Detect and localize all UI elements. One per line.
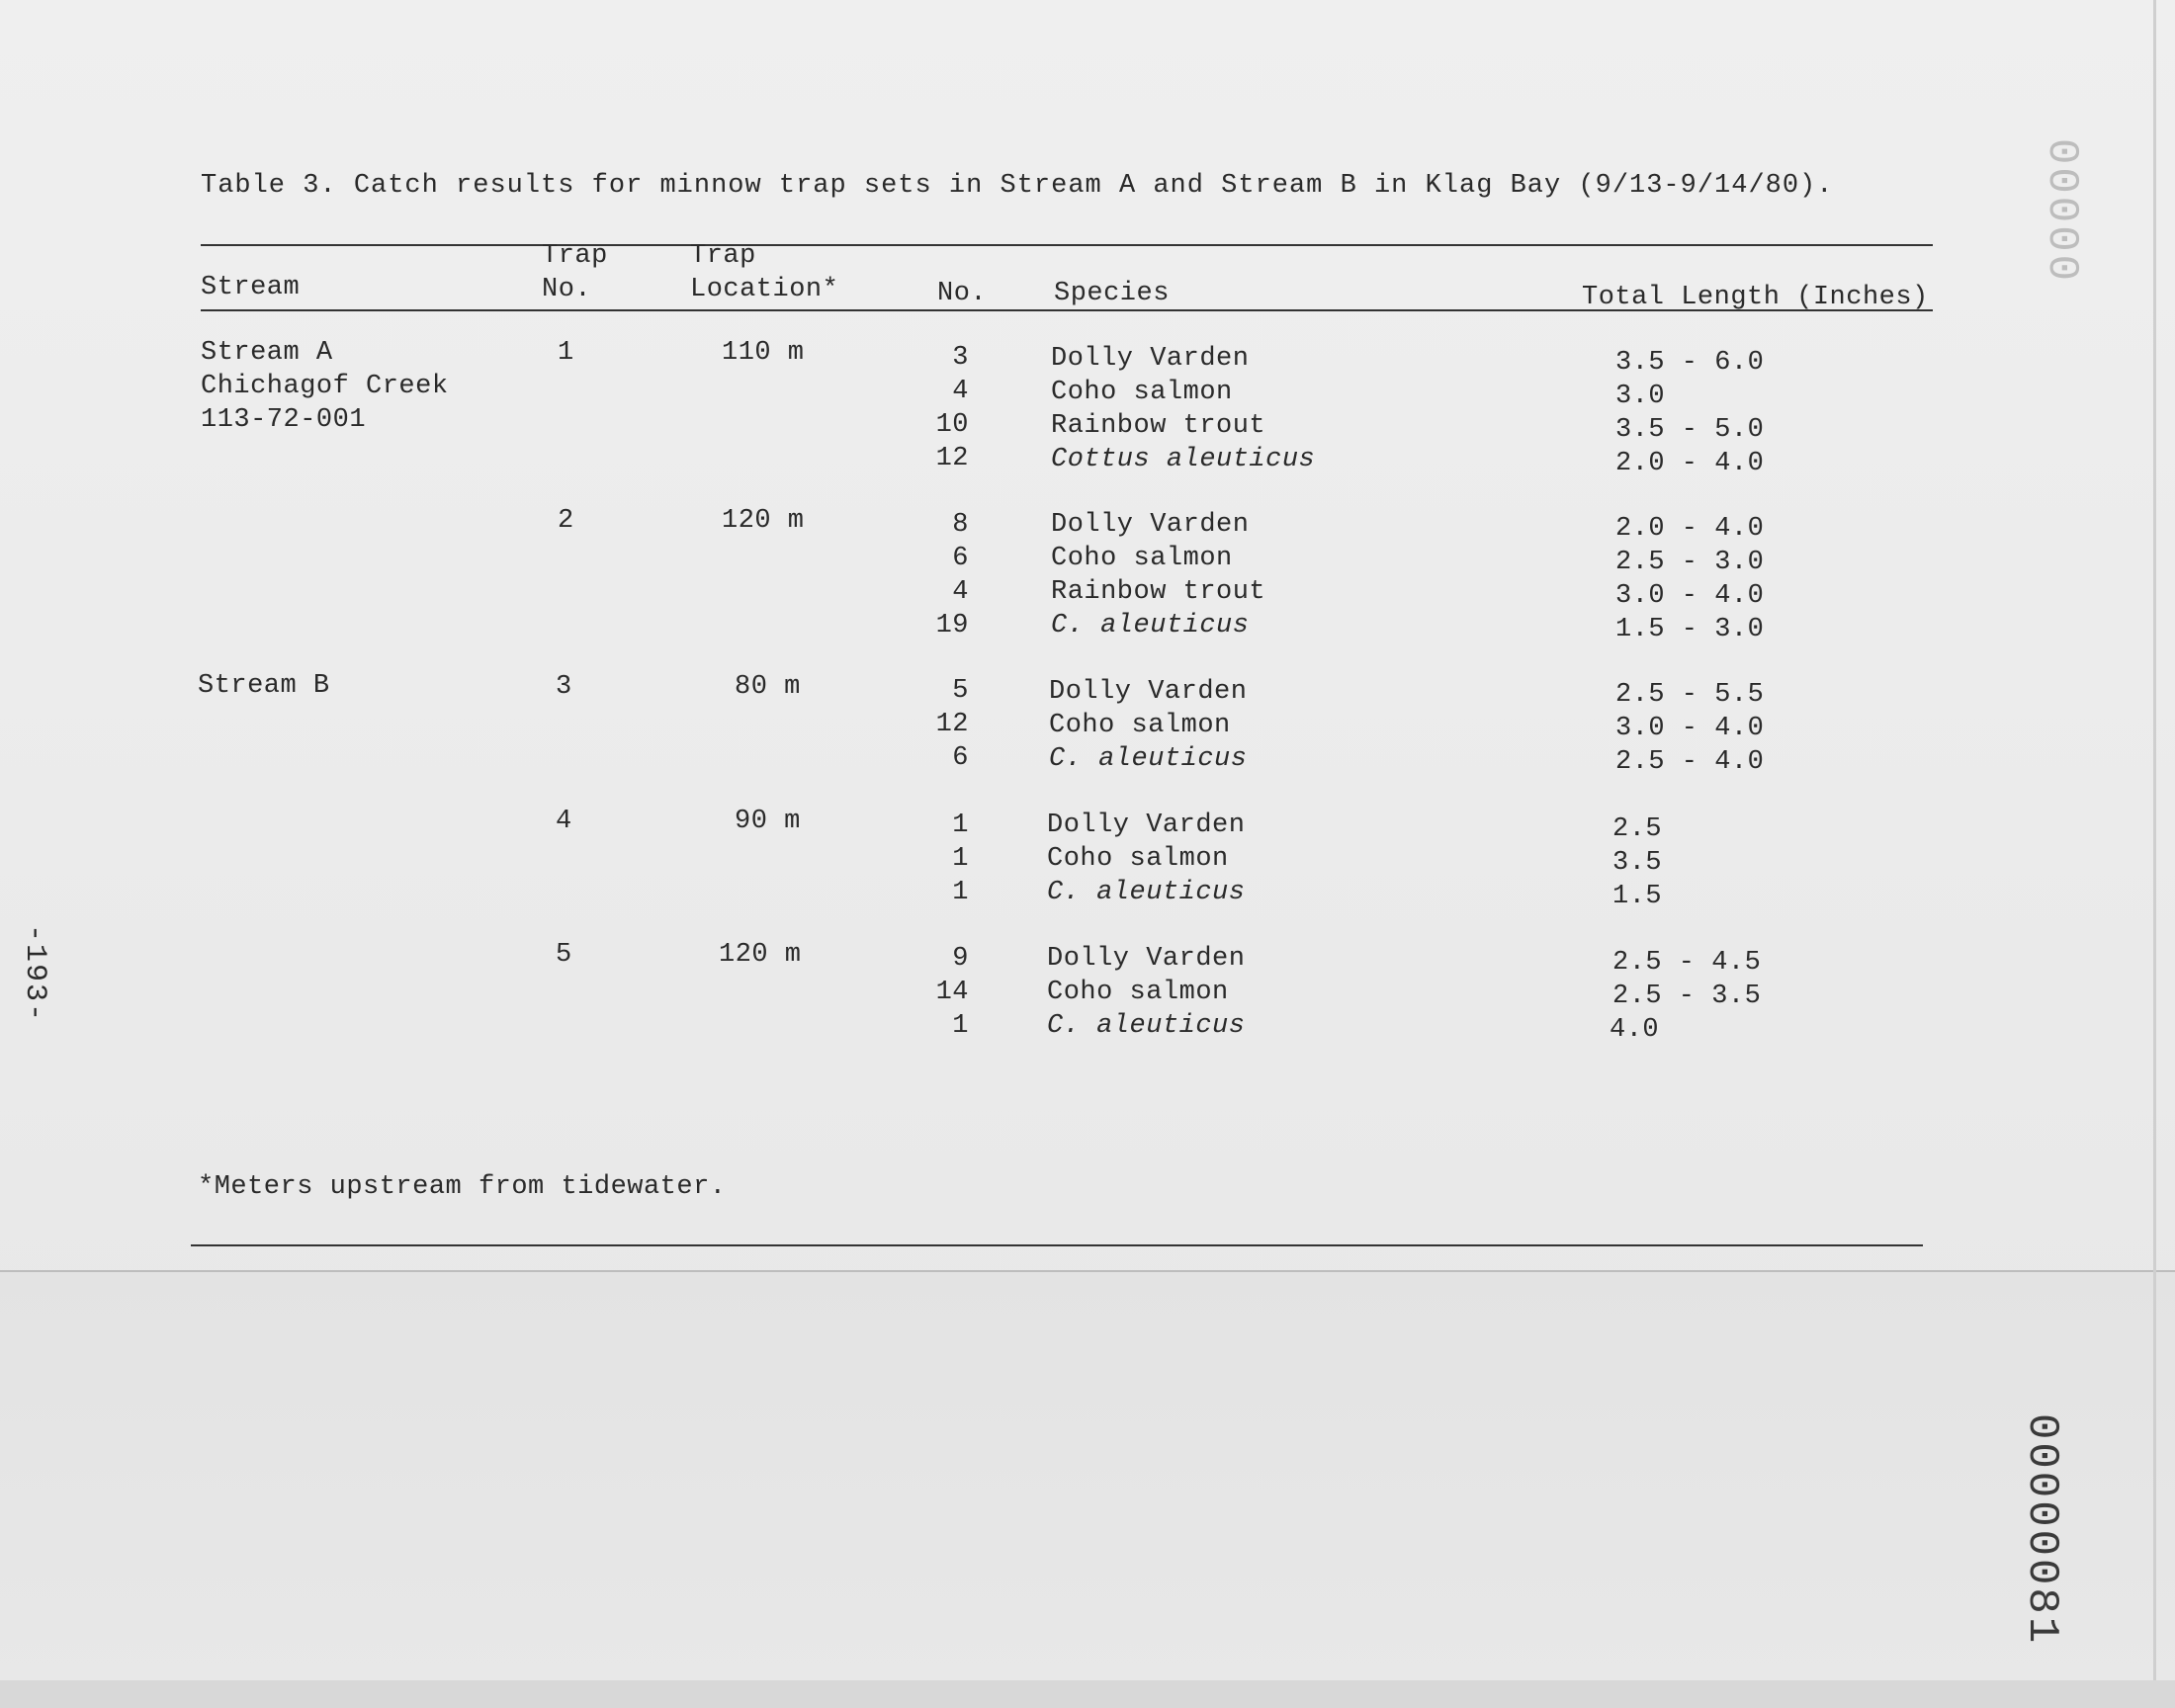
catch-species: Coho salmon	[1051, 378, 1233, 407]
document-id: 00000081	[2017, 1413, 2066, 1647]
header-trap-location-line2: Location*	[690, 275, 839, 304]
catch-species: C. aleuticus	[1051, 611, 1250, 640]
catch-length: 3.0 - 4.0	[1615, 581, 1765, 611]
catch-species: Cottus aleuticus	[1051, 445, 1316, 474]
trap-location: 90 m	[735, 807, 801, 836]
catch-species: C. aleuticus	[1049, 744, 1248, 774]
table-title: Table 3. Catch results for minnow trap sets in Stream A and Stream B in Klag Bay (9/13-9/14/80).	[201, 171, 1834, 201]
catch-length: 3.5 - 5.0	[1615, 415, 1765, 445]
catch-count: 1	[952, 811, 969, 840]
catch-count: 1	[952, 844, 969, 874]
catch-count: 14	[935, 978, 969, 1007]
catch-length: 2.5 - 3.0	[1615, 548, 1765, 577]
catch-species: Coho salmon	[1051, 544, 1233, 573]
catch-species: C. aleuticus	[1047, 1011, 1246, 1041]
catch-count: 1	[952, 878, 969, 907]
header-species: Species	[1054, 279, 1170, 308]
header-trap-location-line1: Trap	[690, 241, 756, 271]
catch-length: 4.0	[1610, 1015, 1660, 1045]
catch-length: 3.5	[1612, 848, 1663, 878]
catch-species: Rainbow trout	[1051, 411, 1266, 441]
table-top-rule	[201, 244, 1933, 246]
catch-count: 8	[952, 510, 969, 540]
fold-shade	[0, 1272, 2175, 1708]
table-bottom-rule	[191, 1244, 1923, 1246]
catch-length: 1.5 - 3.0	[1615, 615, 1765, 644]
catch-count: 4	[952, 377, 969, 406]
catch-count: 6	[952, 743, 969, 773]
catch-species: Dolly Varden	[1049, 677, 1248, 707]
catch-length: 3.0 - 4.0	[1615, 714, 1765, 743]
trap-no: 2	[558, 506, 574, 536]
table-footnote: *Meters upstream from tidewater.	[198, 1172, 727, 1202]
catch-count: 4	[952, 577, 969, 607]
catch-species: Rainbow trout	[1051, 577, 1266, 607]
catch-count: 3	[952, 343, 969, 373]
trap-no: 3	[556, 672, 572, 702]
header-trap-no-line1: Trap	[542, 241, 608, 271]
stream-a-creek: Chichagof Creek	[201, 372, 449, 401]
stream-a-code: 113-72-001	[201, 405, 367, 435]
page-edge	[2153, 0, 2156, 1708]
catch-length: 3.5 - 6.0	[1615, 348, 1765, 378]
catch-species: Dolly Varden	[1047, 944, 1246, 974]
header-count: No.	[937, 279, 988, 308]
catch-count: 6	[952, 544, 969, 573]
catch-length: 2.5 - 3.5	[1612, 982, 1762, 1011]
header-stream: Stream	[201, 273, 301, 302]
catch-length: 2.5	[1612, 814, 1663, 844]
fold-line	[0, 1270, 2175, 1272]
catch-species: C. aleuticus	[1047, 878, 1246, 907]
catch-length: 2.0 - 4.0	[1615, 449, 1765, 478]
catch-count: 12	[935, 444, 969, 473]
catch-length: 3.0	[1615, 382, 1666, 411]
catch-species: Coho salmon	[1047, 978, 1229, 1007]
catch-species: Dolly Varden	[1051, 344, 1250, 374]
trap-no: 5	[556, 940, 572, 970]
document-id-faint: 00000	[2037, 138, 2086, 285]
stream-a-name: Stream A	[201, 338, 333, 368]
catch-species: Dolly Varden	[1047, 811, 1246, 840]
catch-length: 2.5 - 4.5	[1612, 948, 1762, 978]
trap-no: 4	[556, 807, 572, 836]
catch-count: 9	[952, 944, 969, 974]
catch-count: 10	[935, 410, 969, 440]
header-total-length: Total Length (Inches)	[1582, 283, 1929, 312]
trap-location: 120 m	[719, 940, 802, 970]
trap-location: 120 m	[722, 506, 805, 536]
catch-length: 1.5	[1612, 882, 1663, 911]
trap-location: 80 m	[735, 672, 801, 702]
catch-count: 1	[952, 1011, 969, 1041]
catch-length: 2.5 - 5.5	[1615, 680, 1765, 710]
page-number: -193-	[18, 924, 51, 1024]
catch-length: 2.0 - 4.0	[1615, 514, 1765, 544]
catch-length: 2.5 - 4.0	[1615, 747, 1765, 777]
catch-species: Coho salmon	[1049, 711, 1231, 740]
catch-count: 12	[935, 710, 969, 739]
trap-location: 110 m	[722, 338, 805, 368]
header-trap-no-line2: No.	[542, 275, 592, 304]
page-bottom-edge	[0, 1680, 2175, 1708]
trap-no: 1	[558, 338, 574, 368]
catch-count: 5	[952, 676, 969, 706]
catch-species: Dolly Varden	[1051, 510, 1250, 540]
catch-species: Coho salmon	[1047, 844, 1229, 874]
stream-b-name: Stream B	[198, 671, 330, 701]
catch-count: 19	[935, 611, 969, 640]
